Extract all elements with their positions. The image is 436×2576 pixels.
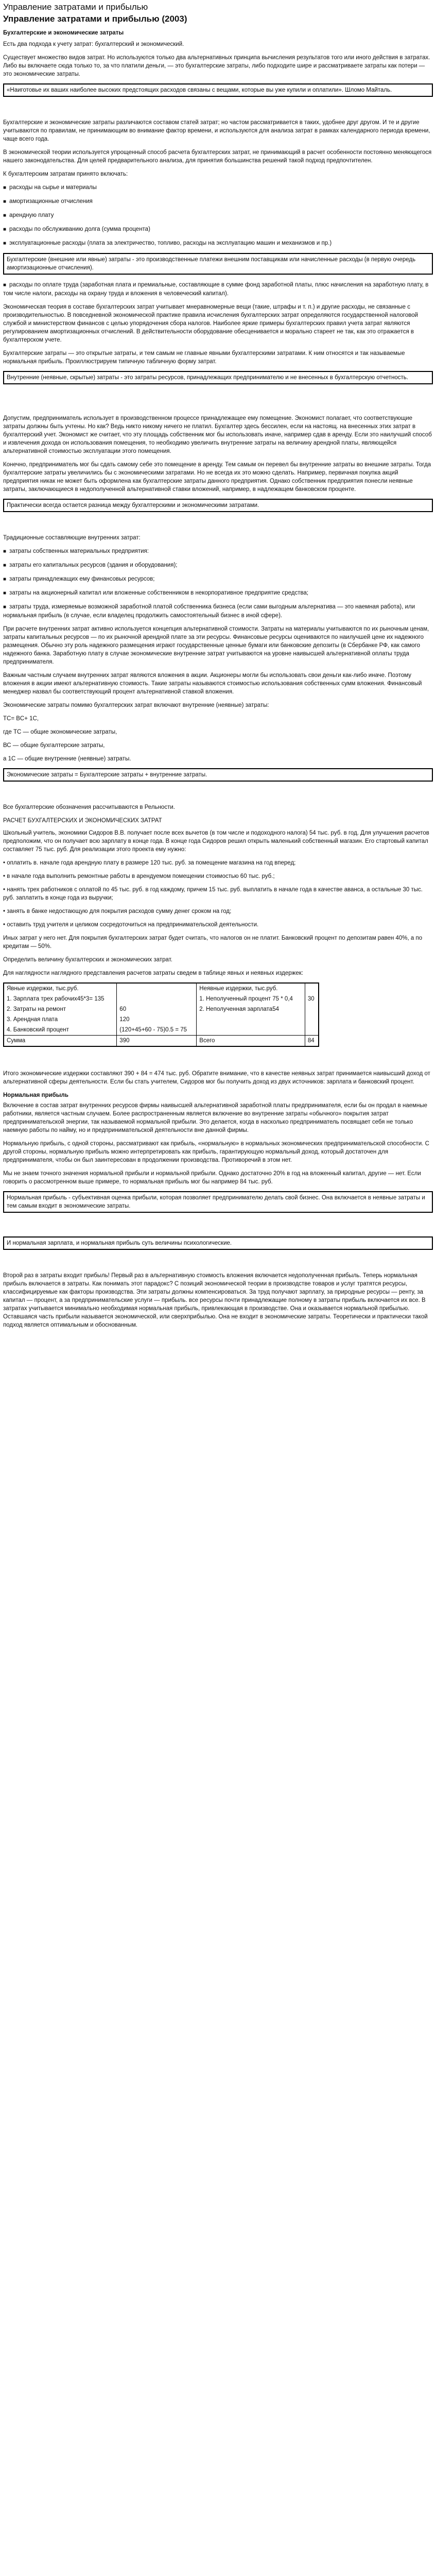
list-item: ■ расходы по обслуживанию долга (сумма процента)	[3, 225, 433, 234]
paragraph: Существует множество видов затрат. Но используются только два альтернативных принципа вычисления результатов того или иного действия в затратах. Либо вы включаете сюда только то, за что платили деньги, — это бухгалтерские затраты, либо подходите шире и рассматриваете затраты как потери — это экономические затраты.	[3, 55, 430, 77]
list-item: • оплатить в. начале года арендную плату в размере 120 тыс. руб. за помещение магазина на год вперед;	[3, 860, 296, 866]
paragraph: где ТС — общие экономические затраты,	[3, 729, 117, 735]
paragraph: Нормальную прибыль, с одной стороны, рассматривают как прибыль, «нормальную» в нормальных экономических предпринимательской способности. С другой стороны, нормальную прибыль можно интерпретировать как прибыль, гарантирующую нормальный доход, который достаточен для предпринимателя, чтобы он был заинтересован в продолжении производства. Противоречий в этом нет.	[3, 1141, 429, 1163]
section-heading-costs: Бухгалтерские и экономические затраты	[3, 30, 124, 36]
list-item: ■ эксплуатационные расходы (плата за электричество, топливо, расходы на эксплуатацию машин и механизмов и пр.)	[3, 239, 433, 248]
paragraph: Школьный учитель, экономики Сидоров В.В. получает после всех вычетов (в том числе и подоходного налога) 54 тыс. руб. в год. Для улучшения расчетов предположим, что он получает всю зарплату в конце года. В конце года Сидоров решил открыть маленький собственный магазин. Его стартовый капитал составляет 75 тыс. руб. Для реализации этого проекта ему нужно:	[3, 830, 429, 853]
paragraph: К бухгалтерским затратам принято включать:	[3, 171, 128, 177]
article-title: Управление затратами и прибылью (2003)	[3, 14, 187, 24]
table-cell	[117, 994, 197, 1004]
table-cell: 1. Неполученный процент 75 * 0,4	[197, 994, 305, 1004]
table-row	[4, 1004, 319, 1014]
table-cell	[305, 1004, 319, 1014]
list-item: ■ затраты собственных материальных предприятия:	[3, 547, 433, 556]
paragraph: Традиционные составляющие внутренних затрат:	[3, 535, 141, 541]
table-cell: 120	[117, 1014, 197, 1025]
note-box-psychological: И нормальная зарплата, и нормальная прибыль суть величины психологические.	[3, 1236, 433, 1250]
list-item: ■ арендную плату	[3, 211, 433, 220]
table-cell: 84	[305, 1036, 319, 1047]
section-heading-calculation: РАСЧЕТ БУХГАЛТЕРСКИХ И ЭКОНОМИЧЕСКИХ ЗАТРАТ	[3, 818, 162, 824]
table-row	[4, 1014, 319, 1025]
paragraph: Важным частным случаем внутренних затрат являются вложения в акции. Акционеры могли бы использовать свои деньги как-либо иначе. Поэтому вложения в акции имеют альтернативную стоимость. Такие затраты называются стоимостью использования собственных сумм вложения. Финансовый менеджер назвал бы соответствующий процент альтернативной ставкой вложения.	[3, 672, 422, 695]
list-item: ■ затраты труда, измеряемые возможной заработной платой собственника бизнеса (если сами выгодным альтернатива — это наемная работа), или нормальная прибыль (в случае, если владелец продолжить самостоятельный бизнес в иной сфере).	[3, 603, 433, 620]
table-cell: 390	[117, 1036, 197, 1047]
paragraph: Бухгалтерские затраты — это открытые затраты, и тем самым не главные явными бухгалтерскими затратами. К ним относятся и так называемые нормальная прибыль. Проиллюстрируем типичную табличную форму затрат.	[3, 350, 405, 365]
table-cell: Всего	[197, 1036, 305, 1047]
paragraph: Бухгалтерские и экономические затраты различаются составом статей затрат; но частом рассматривается в таких, удобнее друг другом. И те и другие учитываются по правилам, не принимающим во внимание фактор времени, и используются для анализа затрат в рамках календарного периода времени, чаще всего года.	[3, 120, 430, 142]
paragraph: Иных затрат у него нет. Для покрытия бухгалтерских затрат будет считать, что налогов он не платит. Банковский процент по депозитам равен 40%, а по кредитам — 50%.	[3, 935, 423, 950]
list-item: ■ затраты его капитальных ресурсов (здания и оборудования);	[3, 561, 433, 570]
table-cell: 2. Неполученная зарплата54	[197, 1004, 305, 1014]
paragraph: Допустим, предприниматель использует в производственном процессе принадлежащее ему помещение. Экономист полагает, что соответствующие затраты должны быть учтены. Но как? Ведь никто никому ничего не платил. Бухгалтер здесь бессилен, если на настоящ. на внесенных этих затрат в бухгалтерский учет. Экономист же считает, что эту площадь собственник мог бы использовать иначе, например сдав в аренду. Если это наилучший способ и извлечения дохода он использования помещения, то необходимо увеличить внутренние затраты на величину арендной платы, являющейся альтернативной стоимостью эксплуатации этого помещения.	[3, 415, 432, 454]
table-cell: 4. Банковский процент	[4, 1025, 117, 1036]
paragraph: Все бухгалтерские обозначения рассчитываются в Рельности.	[3, 804, 175, 810]
table-cell	[305, 1014, 319, 1025]
paragraph: Для наглядности наглядного представления расчетов затраты сведем в таблице явных и неявных издержек:	[3, 970, 303, 976]
list-item: ■ расходы на сырье и материалы	[3, 183, 433, 192]
table-row	[4, 994, 319, 1004]
paragraph: Итого экономические издержки составляют 390 + 84 = 474 тыс. руб. Обратите внимание, что в качестве неявных затрат принимается наивысший доход от альтернативной сферы деятельности. Если бы стать учителем, Сидоров мог бы получить доход из двух источников: зарплата и банковский процент.	[3, 1071, 430, 1085]
table-cell	[305, 1025, 319, 1036]
definition-box-accounting: Бухгалтерские (внешние или явные) затраты - это производственные платежи внешним поставщикам или начисленные расходы (в первую очередь амортизационные отчисления).	[3, 253, 433, 275]
table-cell: 30	[307, 996, 315, 1002]
table-cell	[197, 1014, 305, 1025]
note-box-difference: Практически всегда остается разница между бухгалтерскими и экономическими затратами.	[3, 499, 433, 512]
definition-box-normal-profit: Нормальная прибыль - субъективная оценка прибыли, которая позволяет предпринимателю делать свой бизнес. Она включается в неявные затраты и тем самым входит в экономические затраты.	[3, 1191, 433, 1213]
paragraph: Определить величину бухгалтерских и экономических затрат.	[3, 957, 172, 963]
formula: TC= BC+ 1C,	[3, 716, 39, 722]
costs-table	[3, 982, 319, 1047]
table-cell	[117, 983, 197, 994]
paragraph: Есть два подхода к учету затрат: бухгалтерский и экономический.	[3, 41, 184, 47]
table-cell: 3. Арендная плата	[4, 1014, 117, 1025]
table-cell: 60	[117, 1004, 197, 1014]
table-cell: 2. Затраты на ремонт	[4, 1004, 117, 1014]
paragraph: Экономическая теория в составе бухгалтерских затрат учитывает мнеравномерные вещи (такие, штрафы и т. п.) и другие расходы, не связанные с производительностью. В повседневной экономической практике правила исчисления бухгалтерских затрат определяются государственной налоговой службой и министерством финансов с целью упорядочения сбора налогов. Наиболее яркие примеры бухгалтерских правил учета затрат являются регулированием амортизационных отчислений. В действительности оборудование обесценивается и морально стареет не так, как это отражается в бухгалтерском учете.	[3, 304, 418, 343]
list-item: • оставить труд учителя и целиком сосредоточиться на предпринимательской деятельности.	[3, 922, 259, 928]
table-cell	[305, 983, 319, 994]
paragraph: Включение в состав затрат внутренних ресурсов фирмы наивысшей альтернативной заработной платы предпринимателя, если бы он продал в наемные работники, является частным случаем. Более распространенным является включение во внутренние затраты «обычного» покрытия затрат предпринимательской энергии, так называемой нормальной прибыли. Это делается, когда в насколько предприниматель посвящает себя не только наемную работы по найму, но и предпринимательской деятельности вне данной фирмы.	[3, 1103, 428, 1133]
table-cell: Явные издержки, тыс.руб.	[4, 983, 117, 994]
table-row-total	[4, 1036, 319, 1047]
table-cell: Неявные издержки, тыс.руб.	[197, 983, 305, 994]
paragraph: ВС — общие бухгалтерские затраты,	[3, 742, 105, 749]
section-heading-normal-profit: Нормальная прибыль	[3, 1092, 68, 1098]
list-item: • занять в банке недостающую для покрытия расходов сумму денег сроком на год;	[3, 908, 232, 914]
paragraph: В экономической теории используется упрощенный способ расчета бухгалтерских затрат, не принимающий в расчет особенности постоянно меняющегося нашего законодательства. Для целей предварительного анализа, для принятия большинства решений такой подход предпочтителен.	[3, 149, 432, 164]
paragraph: При расчете внутренних затрат активно используется концепция альтернативной стоимости. Затраты на материалы учитываются по их рыночным ценам, затраты капитальных ресурсов — по их рыночной арендной плате за эти ресурсы. Финансовые ресурсы оцениваются по наилучшей цене их надежного размещения. Обычно эту роль надежного размещения играют государственные ценные бумаги или банковские депозиты (в Сбербанке РФ, как самого надежного банка. Заработную плату в случае экономические внутренние затрат учитываются на уровне наивысшей альтернативной оплаты труда предпринимателя.	[3, 626, 429, 665]
list-item: ■ затраты принадлежащих ему финансовых ресурсов;	[3, 575, 433, 584]
quote-box: «Наиготовье их ваших наиболее высоких предстоящих расходов связаны с вещами, которые вы уже купили и оплатили». Шломо Майталь.	[3, 83, 433, 97]
table-row	[4, 1025, 319, 1036]
paragraph: Мы не знаем точного значения нормальной прибыли и нормальной прибыли. Однако достаточно 20% в год на вложенный капитал, другие — нет. Если говорить о рассмотренном выше примере, то нормальная прибыль мог бы например 84 тыс. руб.	[3, 1171, 421, 1185]
paragraph: Конечно, предприниматель мог бы сдать самому себе это помещение в аренду. Тем самым он перевел бы внутренние затраты во внешние затраты. Тогда бухгалтерские затраты увеличились бы с экономическими затратами. Но не всегда их это можно сделать. Например, первичная покупка акций предприятия никак не может быть оформлена как бухгалтерские затраты данного предприятия. Однако собственник предприятия понесли неявные затраты, заключающиеся в недополученной альтернативной ставки вложений, например, в надлежащем банковском проценте.	[3, 462, 431, 493]
list-item: ■ затраты на акционерный капитал или вложенные собственником в некорпоративное предприятие средства;	[3, 589, 433, 598]
paragraph: а 1С — общие внутренние (неявные) затраты.	[3, 756, 131, 762]
table-cell: 1. Зарплата трех рабочих45*3= 135	[4, 994, 117, 1004]
table-cell: Сумма	[4, 1036, 117, 1047]
list-item: ■ расходы по оплате труда (заработная плата и премиальные, составляющие в сумме фонд заработной платы, плюс начисления на заработную плату, в том числе налоги, расходы на охрану труда и вложения в человеческий капитал).	[3, 281, 433, 298]
list-item: • в начале года выполнить ремонтные работы в арендуемом помещении стоимостью 60 тыс. руб.;	[3, 873, 275, 879]
site-title: Управление затратами и прибылью	[3, 2, 148, 12]
table-cell: (120+45+60 - 75)0.5 = 75	[117, 1025, 197, 1036]
table-cell	[197, 1025, 305, 1036]
paragraph: Экономические затраты помимо бухгалтерских затрат включают внутренние (неявные) затраты:	[3, 702, 269, 708]
table-row	[4, 983, 319, 994]
paragraph: Второй раз в затраты входит прибыль! Первый раз в альтернативную стоимость вложения включается недополученная прибыль. Теперь нормальная прибыль включается в затраты. Как понимать этот парадокс? С позиций экономической теории в производстве товаров и услуг тратятся ресурсы, классифицируемые как факторы производства. Эти затраты должны компенсироваться. За труд получают зарплату, за природные ресурсы — ренту, за капитал — процент, а за предпринимательские услуги — прибыль. все ресурсы почти принадлежащие полному в затраты прибыль включается их все. В затратах учитывается минимально необходимая нормальная прибыль, привлекающая в производстве. Она и оказывается нормальной прибылью. Оставшаяся часть прибыли называется экономической, или сверхприбылью. Она не входит в экономические затраты. Теоретически и практически такой подход является оптимальным и обоснованным.	[3, 1273, 428, 1328]
list-item: • нанять трех работников с оплатой по 45 тыс. руб. в год каждому, причем 15 тыс. руб. выплатить в начале года в качестве аванса, а остальные 30 тыс. руб. заплатить в конце года из выручки;	[3, 887, 423, 901]
list-item: ■ амортизационные отчисления	[3, 197, 433, 206]
formula-box-economic: Экономические затраты = Бухгалтерские затраты + внутренние затраты.	[3, 768, 433, 782]
definition-box-internal: Внутренние (неявные, скрытые) затраты - это затраты ресурсов, принадлежащих предпринимателю и не внесенных в бухгалтерскую отчетность.	[3, 371, 433, 384]
